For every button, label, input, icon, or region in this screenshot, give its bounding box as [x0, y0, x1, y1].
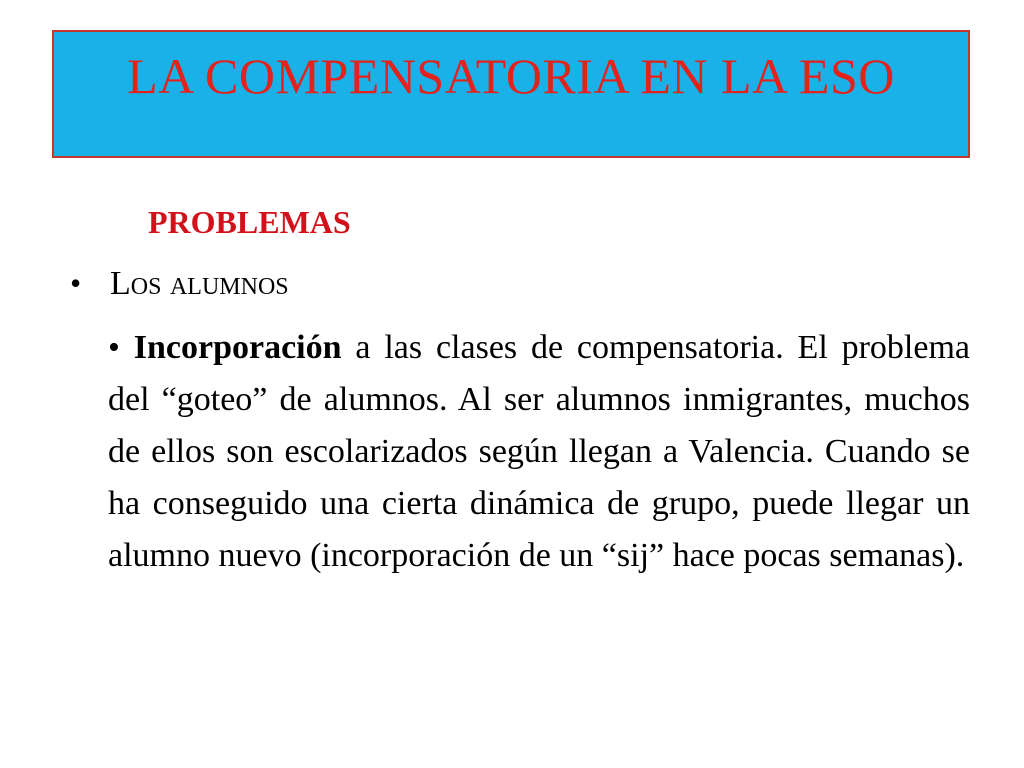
paragraph-bold-term: Incorporación — [133, 329, 342, 366]
paragraph-text: a las clases de compensatoria. El problema del “goteo” de alumnos. Al ser alumnos inmigrantes, muchos de ellos son escolarizados según llegan a Valencia. Cuando se ha conseguido una cierta dinámica de grupo, puede llegar un alumno nuevo (incorporación de un “sij” hace pocas semanas). — [108, 329, 971, 574]
bullet-marker: • — [70, 265, 82, 301]
bullet-heading: Los alumnos — [110, 265, 289, 302]
section-subtitle: PROBLEMAS — [148, 204, 351, 240]
paragraph-bullet: • — [108, 329, 120, 366]
slide-title: LA COMPENSATORIA EN LA ESO — [127, 48, 895, 104]
title-banner — [52, 30, 970, 158]
bullet-item-alumnos — [70, 265, 289, 303]
body-paragraph — [108, 322, 970, 582]
